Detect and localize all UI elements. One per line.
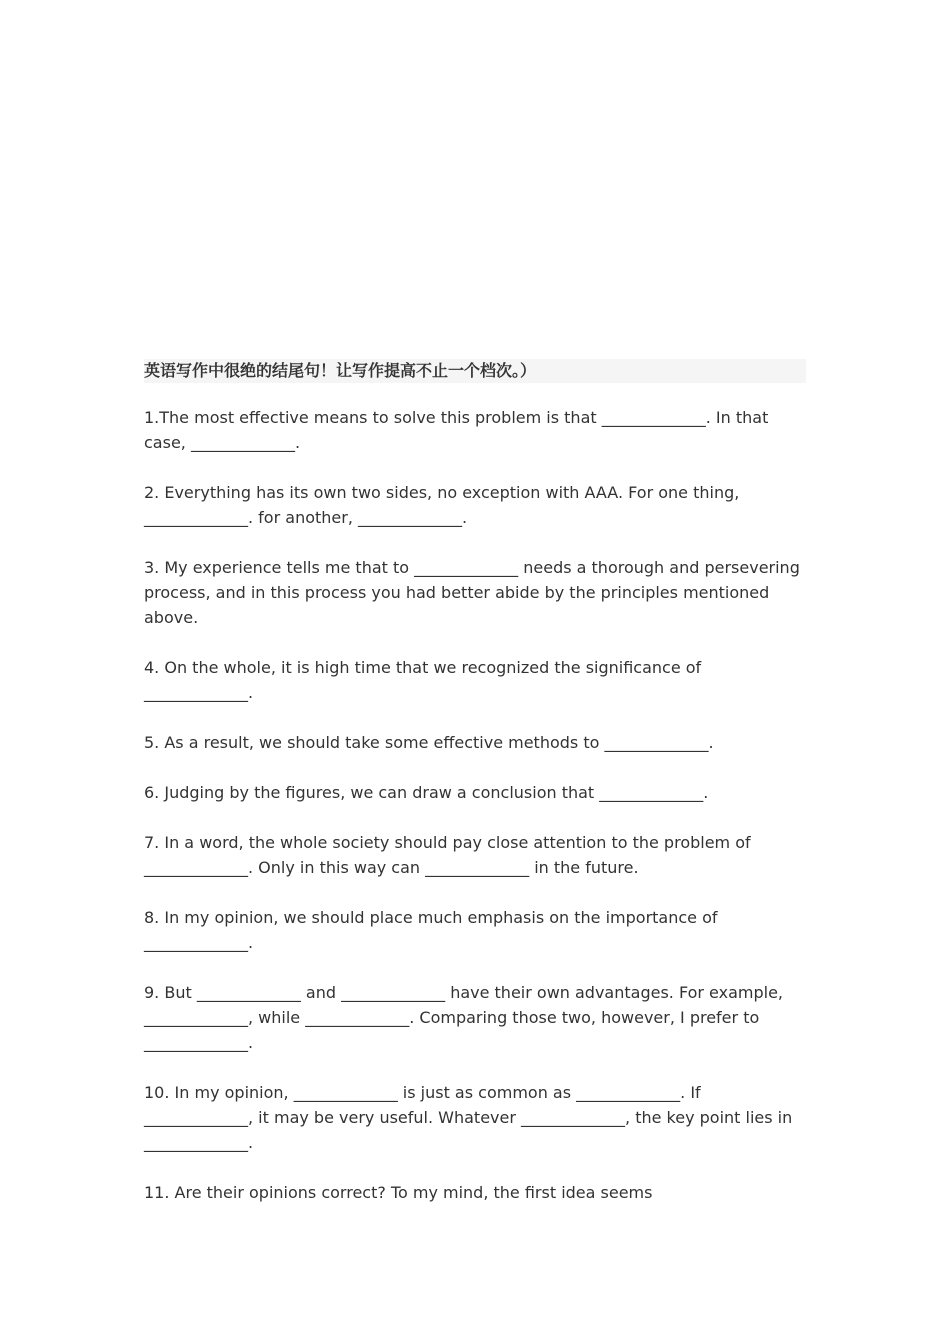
paragraph-1: 1.The most effective means to solve this problem is that _____________. In that case, _____________. (144, 408, 769, 452)
paragraph-7: 7. In a word, the whole society should pay close attention to the problem of _____________. Only in this way can _____________ in the future. (144, 833, 751, 877)
paragraph-10: 10. In my opinion, _____________ is just as common as _____________. If _____________, it may be very useful. Whatever _____________, the key point lies in _____________. (144, 1083, 793, 1152)
paragraph-9: 9. But _____________ and _____________ have their own advantages. For example, _____________, while _____________. Comparing those two, however, I prefer to _____________. (144, 983, 783, 1052)
paragraph-4: 4. On the whole, it is high time that we recognized the significance of _____________. (144, 658, 702, 702)
paragraph-6: 6. Judging by the figures, we can draw a conclusion that _____________. (144, 783, 709, 802)
paragraph-3: 3. My experience tells me that to _____________ needs a thorough and persevering process, and in this process you had better abide by the principles mentioned above. (144, 558, 800, 627)
paragraph-list (144, 405, 806, 1205)
paragraph-11: 11. Are their opinions correct? To my mind, the first idea seems (144, 1183, 653, 1202)
paragraph-5: 5. As a result, we should take some effective methods to _____________. (144, 733, 714, 752)
paragraph-8: 8. In my opinion, we should place much emphasis on the importance of _____________. (144, 908, 718, 952)
document-title: 英语写作中很绝的结尾句！让写作提高不止一个档次。） (144, 359, 806, 383)
paragraph-2: 2. Everything has its own two sides, no exception with AAA. For one thing, _____________. for another, _____________. (144, 483, 740, 527)
document-page (144, 359, 806, 1230)
